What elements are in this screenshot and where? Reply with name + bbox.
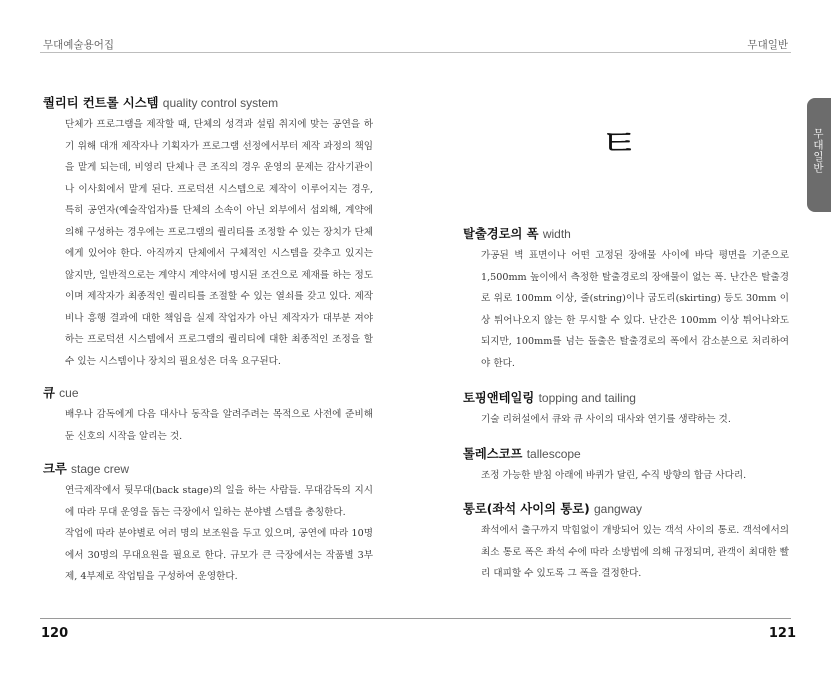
- header-rule: [40, 52, 791, 53]
- term-korean: 큐: [43, 386, 55, 400]
- entry-definition: 가공된 벽 표면이나 어떤 고정된 장애물 사이에 바닥 평면을 기준으로 1,500mm 높이에서 측정한 탈출경로의 장애물이 없는 폭. 난간은 탈출경로 위로 100mm 이상, 줄(string)이나 굽도리(skirting) 등도 30mm 이상 튀어나오지 않는 한 무시할 수 있다. 난간은 100mm 이상 튀어나와도 되지만, 100mm를 넘는 돌출은 탈출경로의 폭에서 감소분으로 처리하여야 한다.: [481, 250, 789, 369]
- side-tab: [807, 98, 831, 212]
- glossary-entry: [43, 460, 373, 588]
- term-english: tallescope: [526, 446, 581, 461]
- glossary-entry: [463, 389, 789, 431]
- page-number-right: 121: [768, 626, 796, 641]
- entry-definition: 단체가 프로그램을 제작할 때, 단체의 성격과 설립 취지에 맞는 공연을 하기 위해 대개 제작자나 기획자가 프로그램 선정에서부터 제작 과정의 책임을 맡게 되는데, 비영리 단체나 큰 조직의 경우 운영의 문제는 감사기관이나 이사회에서 맡게 된다. 프로덕션 시스템으로 제작이 이루어지는 경우, 특히 공연자(예술작업자)를 단체의 소속이 아닌 외부에서 섭외해, 계약에 의해 구성하는 경우에는 프로그램의 퀄리티를 조정할 수 있는 장치가 단체에게 있어야 한다. 아직까지 단체에서 구체적인 시스템을 갖추고 있지는 않지만, 일반적으로는 계약시 계약서에 명시된 조건으로 제재를 하는 정도이며 제작자가 최종적인 퀄리티를 조절할 수 있는 열쇠를 갖고 있다. 제작비나 흥행 결과에 대한 책임을 실제 작업자가 아닌 제작자가 대부분 져야 하는 프로덕션 시스템에서 프로그램의 퀄리티에 대한 최종적인 조정을 할 수 있는 시스템이나 장치의 필요성은 더욱 요구된다.: [65, 119, 373, 367]
- right-column: [463, 225, 789, 585]
- entry-term: [43, 384, 373, 402]
- glossary-entry: [463, 445, 789, 487]
- entry-definition: 기술 리허설에서 큐와 큐 사이의 대사와 연기를 생략하는 것.: [481, 414, 731, 425]
- entry-term: [43, 460, 373, 478]
- running-header-right: 무대일반: [747, 39, 788, 51]
- entry-definition: 조정 가능한 받침 아래에 바퀴가 달린, 수직 방향의 합금 사다리.: [481, 469, 747, 481]
- entry-term: [43, 94, 373, 112]
- entry-definition: 배우나 감독에게 다음 대사나 동작을 알려주려는 목적으로 사전에 준비해 둔 신호의 시작을 알리는 것.: [65, 409, 373, 442]
- entry-definition: 작업에 따라 분야별로 여러 명의 보조원을 두고 있으며, 공연에 따라 10명에서 30명의 무대요원을 필요로 한다. 규모가 큰 극장에서는 작품별 3부제, 4부제로 작업팀을 구성하여 운영한다.: [65, 528, 373, 582]
- left-column: [43, 94, 373, 588]
- term-korean: 탈출경로의 폭: [463, 227, 539, 241]
- side-tab-label: 무대일반: [812, 128, 824, 174]
- glossary-entry: [43, 384, 373, 447]
- term-english: stage crew: [71, 462, 130, 476]
- term-english: cue: [59, 386, 79, 400]
- page-number-left: 120: [41, 626, 69, 641]
- term-english: gangway: [594, 502, 643, 516]
- term-korean: 통로(좌석 사이의 통로): [463, 502, 590, 516]
- entry-definition: 좌석에서 출구까지 막힘없이 개방되어 있는 객석 사이의 통로. 객석에서의 최소 통로 폭은 좌석 수에 따라 소방법에 의해 규정되며, 관객이 최대한 빨리 대피할 수 있도록 그 폭을 결정한다.: [481, 525, 789, 579]
- running-header-left: 무대예술용어집: [43, 39, 115, 51]
- glossary-entry: [43, 94, 373, 372]
- entry-term: [463, 225, 789, 243]
- entry-term: [463, 445, 789, 463]
- term-english: quality control system: [162, 96, 279, 110]
- term-korean: 크루: [43, 462, 67, 476]
- term-korean: 톨레스코프: [463, 446, 523, 461]
- glossary-entry: [463, 500, 789, 585]
- term-english: width: [542, 227, 571, 241]
- entry-term: [463, 500, 789, 518]
- entry-term: [463, 389, 789, 407]
- glossary-entry: [463, 225, 789, 374]
- section-letter: ㅌ: [600, 121, 639, 166]
- term-korean: 토핑앤테일링: [463, 391, 535, 405]
- footer-rule: [40, 618, 791, 619]
- term-english: topping and tailing: [538, 391, 636, 405]
- term-korean: 퀄리티 컨트롤 시스템: [43, 96, 159, 110]
- entry-definition: 연극제작에서 뒷무대(back stage)의 일을 하는 사람들. 무대감독의 지시에 따라 무대 운영을 돕는 극장에서 일하는 분야별 스텝을 총칭한다.: [65, 485, 373, 518]
